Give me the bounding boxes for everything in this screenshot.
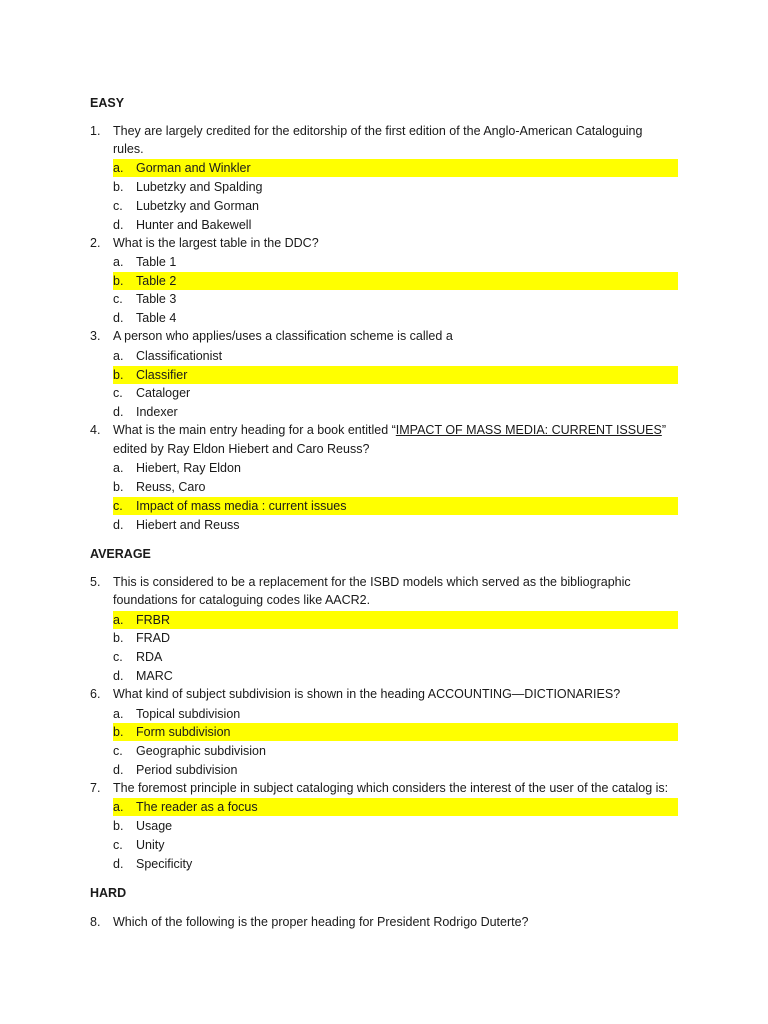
option-text: Unity: [136, 838, 165, 852]
answer-4-b: [113, 478, 678, 496]
option-text: Hunter and Bakewell: [136, 218, 252, 232]
answer-2-d: [113, 309, 678, 327]
option-text: Lubetzky and Gorman: [136, 199, 259, 213]
option-text: Table 3: [136, 292, 177, 306]
option-letter: c.: [113, 838, 123, 852]
option-letter: c.: [113, 744, 123, 758]
answer-5-a-highlighted: [113, 611, 678, 629]
option-text: Usage: [136, 819, 173, 833]
option-letter: a.: [113, 255, 124, 269]
answer-4-a: [113, 459, 678, 477]
option-text: Period subdivision: [136, 763, 238, 777]
option-text: FRBR: [136, 613, 171, 627]
option-letter: a.: [113, 161, 124, 175]
section-heading-hard: HARD: [90, 886, 127, 900]
option-letter: b.: [113, 819, 124, 833]
question-number: 1.: [90, 124, 101, 138]
question-3: [90, 328, 680, 345]
option-letter: d.: [113, 311, 124, 325]
answer-7-c: [113, 836, 678, 854]
option-text: Table 2: [136, 274, 177, 288]
option-letter: d.: [113, 405, 124, 419]
option-letter: a.: [113, 349, 124, 363]
option-text: Classificationist: [136, 349, 223, 363]
answer-5-c: [113, 648, 678, 666]
option-letter: d.: [113, 218, 124, 232]
option-text: Topical subdivision: [136, 707, 241, 721]
answer-1-b: [113, 178, 678, 196]
option-letter: b.: [113, 368, 124, 382]
option-letter: b.: [113, 180, 124, 194]
question-text: What is the largest table in the DDC?: [113, 236, 319, 250]
option-text: Hiebert, Ray Eldon: [136, 461, 241, 475]
option-letter: b.: [113, 274, 124, 288]
option-text: Table 1: [136, 255, 177, 269]
answer-3-c: [113, 384, 678, 402]
option-text: RDA: [136, 650, 163, 664]
book-title-underlined: IMPACT OF MASS MEDIA: CURRENT ISSUES: [395, 423, 662, 437]
section-heading-average: AVERAGE: [90, 547, 151, 561]
option-text: Indexer: [136, 405, 178, 419]
option-text: Specificity: [136, 857, 193, 871]
question-5: [90, 574, 680, 591]
option-text: Impact of mass media : current issues: [136, 499, 347, 513]
question-text: Which of the following is the proper heading for President Rodrigo Duterte?: [113, 915, 529, 929]
option-text: Cataloger: [136, 386, 191, 400]
question-text: This is considered to be a replacement for the ISBD models which served as the bibliographic: [113, 575, 631, 589]
question-text: The foremost principle in subject cataloging which considers the interest of the user of the catalog is:: [113, 781, 669, 795]
answer-6-b-highlighted: [113, 723, 678, 741]
option-text: Table 4: [136, 311, 177, 325]
question-4: [90, 422, 680, 439]
option-letter: c.: [113, 199, 123, 213]
option-text: Reuss, Caro: [136, 480, 206, 494]
question-number: 8.: [90, 915, 101, 929]
option-letter: a.: [113, 707, 124, 721]
option-letter: c.: [113, 499, 123, 513]
answer-7-b: [113, 817, 678, 835]
question-text: They are largely credited for the editorship of the first edition of the Anglo-American Cataloguing: [113, 124, 643, 138]
question-number: 5.: [90, 575, 101, 589]
option-text: Classifier: [136, 368, 188, 382]
answer-3-a: [113, 347, 678, 365]
question-7: [90, 780, 680, 797]
option-letter: b.: [113, 480, 124, 494]
question-text: What kind of subject subdivision is shown in the heading ACCOUNTING—DICTIONARIES?: [113, 687, 621, 701]
answer-5-d: [113, 667, 678, 685]
option-letter: b.: [113, 631, 124, 645]
answer-1-c: [113, 197, 678, 215]
question-1-continuation: rules.: [113, 142, 144, 156]
option-letter: c.: [113, 292, 123, 306]
section-heading-easy: EASY: [90, 96, 125, 110]
question-2: [90, 235, 680, 252]
answer-6-d: [113, 761, 678, 779]
answer-3-d: [113, 403, 678, 421]
answer-1-d: [113, 216, 678, 234]
option-letter: d.: [113, 763, 124, 777]
question-number: 4.: [90, 423, 101, 437]
answer-4-d: [113, 516, 678, 534]
option-letter: c.: [113, 386, 123, 400]
question-number: 3.: [90, 329, 101, 343]
option-letter: b.: [113, 725, 124, 739]
option-letter: c.: [113, 650, 123, 664]
question-1: [90, 123, 680, 140]
closing-quote: ”: [661, 423, 666, 437]
option-letter: a.: [113, 613, 124, 627]
question-5-continuation: foundations for cataloguing codes like AACR2.: [113, 593, 371, 607]
option-text: Geographic subdivision: [136, 744, 266, 758]
answer-2-a: [113, 253, 678, 271]
answer-4-c-highlighted: [113, 497, 678, 515]
option-text: Form subdivision: [136, 725, 231, 739]
question-6: [90, 686, 680, 703]
answer-3-b-highlighted: [113, 366, 678, 384]
answer-2-b-highlighted: [113, 272, 678, 290]
answer-7-d: [113, 855, 678, 873]
option-text: FRAD: [136, 631, 171, 645]
option-text: Gorman and Winkler: [136, 161, 251, 175]
option-letter: a.: [113, 461, 124, 475]
option-letter: d.: [113, 518, 124, 532]
option-letter: d.: [113, 669, 124, 683]
question-number: 6.: [90, 687, 101, 701]
question-4-continuation: edited by Ray Eldon Hiebert and Caro Reuss?: [113, 442, 370, 456]
question-text: A person who applies/uses a classification scheme is called a: [113, 329, 453, 343]
answer-1-a-highlighted: [113, 159, 678, 177]
question-text: What is the main entry heading for a book entitled “: [113, 423, 396, 437]
answer-6-a: [113, 705, 678, 723]
question-number: 2.: [90, 236, 101, 250]
answer-6-c: [113, 742, 678, 760]
option-text: MARC: [136, 669, 173, 683]
option-letter: d.: [113, 857, 124, 871]
option-text: The reader as a focus: [136, 800, 258, 814]
question-8: [90, 914, 680, 931]
question-number: 7.: [90, 781, 101, 795]
answer-5-b: [113, 629, 678, 647]
answer-7-a-highlighted: [113, 798, 678, 816]
option-text: Lubetzky and Spalding: [136, 180, 263, 194]
answer-2-c: [113, 290, 678, 308]
option-letter: a.: [113, 800, 124, 814]
option-text: Hiebert and Reuss: [136, 518, 240, 532]
